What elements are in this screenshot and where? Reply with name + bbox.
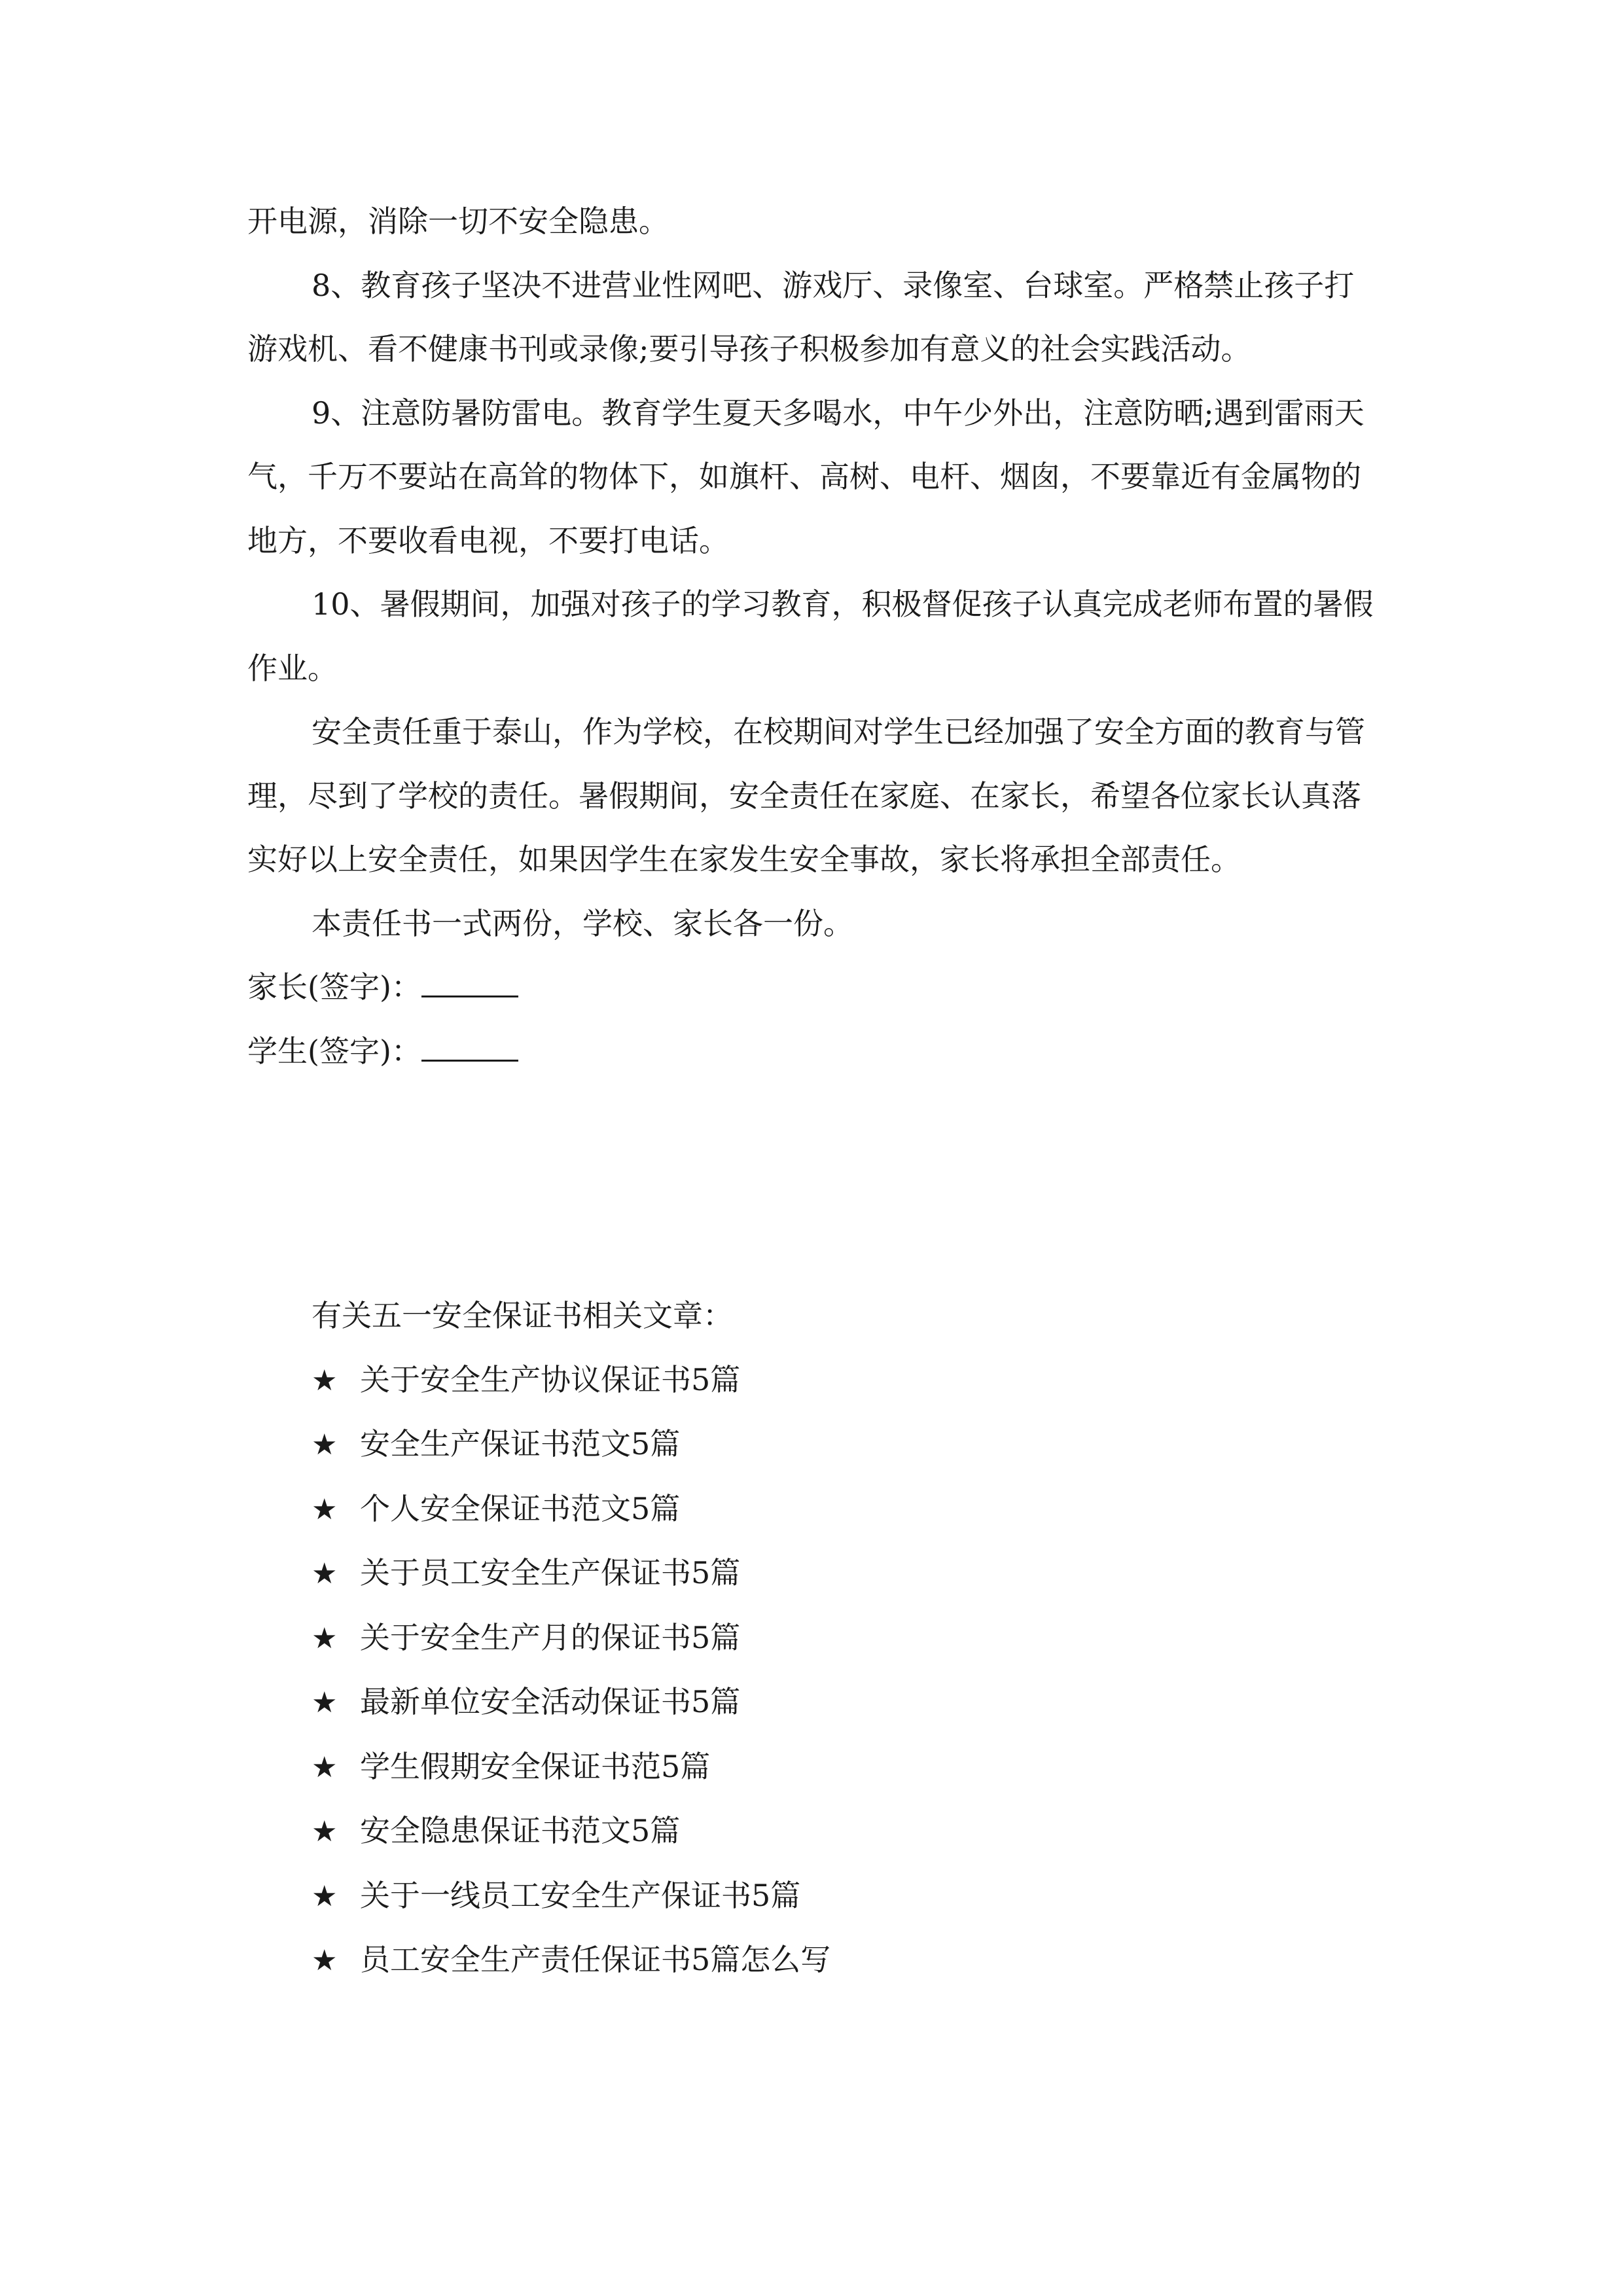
related-articles: [312, 1284, 1359, 1993]
star-icon: ★: [312, 1557, 338, 1590]
related-link-label: 最新单位安全活动保证书5篇: [360, 1684, 741, 1719]
star-icon: ★: [312, 1944, 338, 1977]
star-icon: ★: [312, 1492, 338, 1526]
paragraph-item-10: 10、暑假期间，加强对孩子的学习教育，积极督促孩子认真完成老师布置的暑假作业。: [247, 586, 1374, 686]
paragraph-item-8: 8、教育孩子坚决不进营业性网吧、游戏厅、录像室、台球室。严格禁止孩子打游戏机、看不健康书刊或录像;要引导孩子积极参加有意义的社会实践活动。: [247, 267, 1355, 367]
star-icon: ★: [312, 1428, 338, 1462]
parent-signature-label: 家长(签字)：: [247, 969, 421, 1005]
paragraph-continuation: 开电源，消除一切不安全隐患。: [247, 204, 669, 239]
student-signature-line: [247, 1020, 1380, 1084]
star-icon: ★: [312, 1363, 338, 1397]
star-icon: ★: [312, 1686, 338, 1719]
related-link-label: 关于一线员工安全生产保证书5篇: [360, 1877, 801, 1913]
related-link[interactable]: [312, 1928, 1359, 1993]
related-list: [312, 1348, 1359, 1993]
related-link-label: 安全隐患保证书范文5篇: [360, 1813, 681, 1848]
related-link-label: 关于员工安全生产保证书5篇: [360, 1555, 741, 1590]
star-icon: ★: [312, 1621, 338, 1655]
student-signature-blank: [421, 1033, 518, 1062]
star-icon: ★: [312, 1879, 338, 1913]
related-link[interactable]: [312, 1864, 1359, 1929]
paragraph-item-9: 9、注意防暑防雷电。教育学生夏天多喝水，中午少外出，注意防晒;遇到雷雨天气，千万不要站在高耸的物体下，如旗杆、高树、电杆、烟囱，不要靠近有金属物的地方，不要收看电视，不要打电话。: [247, 395, 1364, 558]
related-link[interactable]: [312, 1348, 1359, 1413]
related-link[interactable]: [312, 1477, 1359, 1542]
related-link[interactable]: [312, 1670, 1359, 1735]
related-link[interactable]: [312, 1541, 1359, 1606]
related-link[interactable]: [312, 1799, 1359, 1864]
parent-signature-line: [247, 956, 1380, 1020]
parent-signature-blank: [421, 969, 518, 997]
related-link[interactable]: [312, 1735, 1359, 1800]
related-heading: 有关五一安全保证书相关文章：: [312, 1298, 733, 1333]
star-icon: ★: [312, 1750, 338, 1784]
related-link-label: 学生假期安全保证书范5篇: [360, 1748, 711, 1784]
related-link[interactable]: [312, 1412, 1359, 1477]
related-link-label: 安全生产保证书范文5篇: [360, 1426, 681, 1462]
related-link-label: 关于安全生产协议保证书5篇: [360, 1361, 741, 1397]
paragraph-copies: 本责任书一式两份，学校、家长各一份。: [312, 905, 853, 941]
related-link-label: 员工安全生产责任保证书5篇怎么写: [360, 1942, 831, 1977]
related-link-label: 个人安全保证书范文5篇: [360, 1490, 681, 1526]
document-body: [247, 190, 1380, 1083]
related-link-label: 关于安全生产月的保证书5篇: [360, 1619, 741, 1655]
student-signature-label: 学生(签字)：: [247, 1033, 421, 1069]
star-icon: ★: [312, 1815, 338, 1848]
related-link[interactable]: [312, 1606, 1359, 1671]
paragraph-responsibility: 安全责任重于泰山，作为学校，在校期间对学生已经加强了安全方面的教育与管理，尽到了学校的责任。暑假期间，安全责任在家庭、在家长，希望各位家长认真落实好以上安全责任，如果因学生在家发生安全事故，家长将承担全部责任。: [247, 714, 1365, 877]
